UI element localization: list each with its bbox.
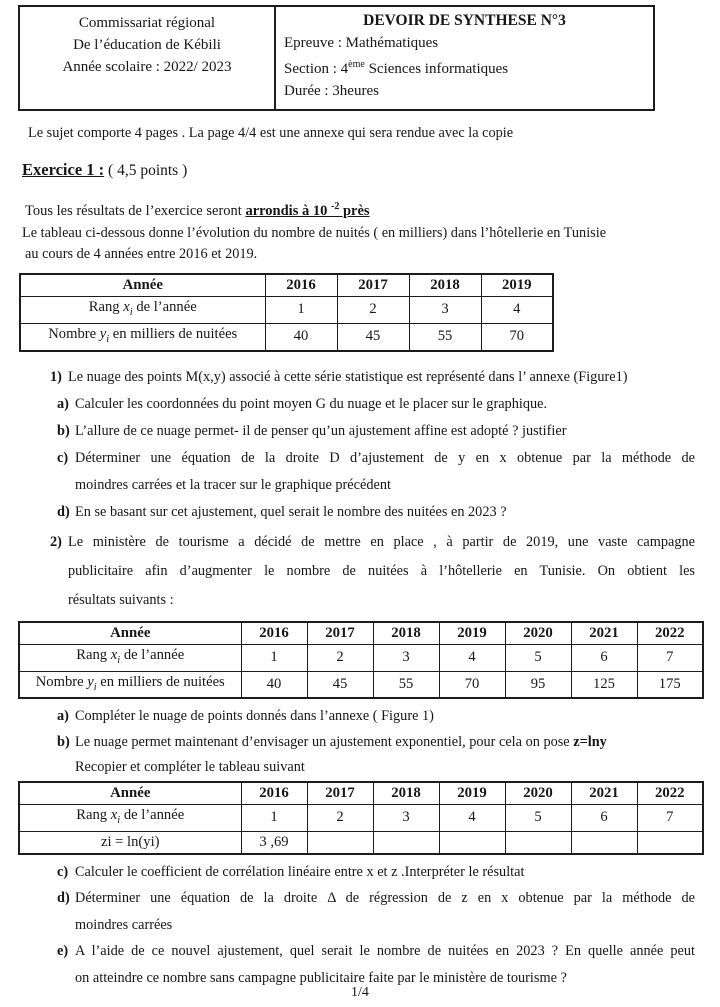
exam-subject: Epreuve : Mathématiques (284, 35, 439, 51)
question-1a: a) Calculer les coordonnées du point moyen G du nuage et le placer sur le graphique. (57, 395, 548, 412)
table3-rank-label: Rang $x_i$ de l’année (19, 804, 241, 831)
question-2: 2) Le ministère de tourisme a décidé de mettre en place , à partir de 2019, une vaste campagne publicitaire afin d’augmenter le nombre de nuitées à l’hôtellerie en Tunisie. On obtient les résultats suivants : (50, 528, 695, 615)
rounding-note: Tous les résultats de l’exercice seront arrondis à 10 $^{-2}$ près (25, 201, 370, 219)
table2-count-row: Nombre $y_i$ en milliers de nuitées 40 45 55 70 95 125 175 (19, 671, 703, 698)
page-number: 1/4 (351, 985, 369, 1000)
table2-count-label: Nombre $y_i$ en milliers de nuitées (19, 671, 241, 698)
z-equals-lny: z=lny (573, 733, 607, 750)
question-2b: b) Le nuage permet maintenant d’envisager un ajustement exponentiel, pour cela on pose z=lny (57, 733, 607, 750)
question-2-block (0, 528, 720, 615)
exam-duration: Durée : 3heures (284, 83, 379, 99)
table-nuitees-2016-2022 (18, 621, 704, 700)
question-2-final-items (0, 859, 720, 992)
question-1-label: 1) (50, 368, 62, 385)
table3-z-row (19, 831, 703, 854)
question-2-subitems (0, 704, 720, 781)
table3-z-empty-cell (505, 831, 571, 854)
context-line2: au cours de 4 années entre 2016 et 2019. (25, 245, 258, 262)
institution-line1: Commissariat régional (78, 15, 216, 31)
question-1b: b) L’allure de ce nuage permet- il de penser qu’un ajustement affine est adopté ? justifier (57, 422, 567, 439)
exam-header-box (18, 5, 655, 111)
context-paragraph (22, 223, 720, 265)
question-1d: d) En se basant sur cet ajustement, quel serait le nombre des nuitées en 2023 ? (57, 503, 507, 520)
table1-rank-row: Rang $x_i$ de l’année 1 2 3 4 (20, 296, 553, 323)
exam-title: DEVOIR DE SYNTHESE N°3 (363, 12, 566, 29)
table3-z-empty-cell (439, 831, 505, 854)
institution-line2: De l’éducation de Kébili (73, 37, 221, 53)
exam-info-block (276, 7, 653, 109)
question-2d: d) Déterminer une équation de la droite Δ de régression de z en x obtenue par la méthode de moindres carrées (57, 890, 695, 933)
exponent: -2 (330, 201, 340, 212)
table1-header-row: Année 2016 2017 2018 2019 (20, 274, 553, 297)
context-line1: Le tableau ci-dessous donne l’évolution du nombre de nuités ( en milliers) dans l’hôtellerie en Tunisie (22, 224, 607, 241)
table3-rank-row: Rang $x_i$ de l’année 1 2 3 4 5 6 7 (19, 804, 703, 831)
question-2c: c) Calculer le coefficient de corrélation linéaire entre x et z .Interpréter le résultat (57, 863, 525, 880)
table-z-values (18, 781, 704, 855)
table1-rank-label: Rang $x_i$ de l’année (20, 296, 265, 323)
question-2-label: 2) (50, 533, 62, 550)
institution-block (20, 7, 276, 109)
intro-note: Le sujet comporte 4 pages . La page 4/4 est une annexe qui sera rendue avec la copie (28, 125, 514, 141)
question-2b-line2: Recopier et compléter le tableau suivant (75, 759, 305, 776)
table3-z-empty-cell (373, 831, 439, 854)
school-year: Année scolaire : 2022/ 2023 (62, 59, 232, 75)
exercise-heading (22, 160, 720, 183)
question-1: 1) Le nuage des points M(x,y) associé à cette série statistique est représenté dans l’ annexe (Figure1) (50, 364, 695, 391)
table3-z-empty-cell (637, 831, 703, 854)
question-1-block (0, 364, 720, 526)
exercise-points: ( 4,5 points ) (104, 162, 188, 179)
table1-count-label: Nombre $y_i$ en milliers de nuitées (20, 323, 265, 350)
exercise-title: Exercice 1 : (22, 160, 105, 179)
table3-z-label: zi = ln(yi) (19, 831, 241, 854)
table-nuitees-2016-2019 (19, 273, 554, 352)
question-2a: a) Compléter le nuage de points donnés dans l’annexe ( Figure 1) (57, 708, 434, 725)
table1-count-row: Nombre $y_i$ en milliers de nuitées 40 45 55 70 (20, 323, 553, 350)
table2-rank-label: Rang $x_i$ de l’année (19, 644, 241, 671)
table3-z-empty-cell (571, 831, 637, 854)
rounding-rule: arrondis à 10 $^{-2}$ près (245, 201, 370, 219)
table3-z-value-filled: 3 ,69 (241, 831, 307, 854)
table2-rank-row: Rang $x_i$ de l’année 1 2 3 4 5 6 7 (19, 644, 703, 671)
table3-z-empty-cell (307, 831, 373, 854)
table3-header-row: Année 2016 2017 2018 2019 2020 2021 2022 (19, 782, 703, 805)
question-1c: c) Déterminer une équation de la droite D d’ajustement de y en x obtenue par la méthode de moindres carrées et la tracer sur le graphique précédent (57, 449, 695, 493)
table1-header-annee: Année (20, 274, 265, 297)
question-2e: e) A l’aide de ce nouvel ajustement, quel serait le nombre de nuitées en 2023 ? En quelle année peut on atteindre ce nombre sans campagne publicitaire faite par le ministère de tourisme ? (57, 943, 695, 986)
section-superscript: ème (348, 59, 365, 70)
exam-section: Section : 4ème Sciences informatiques (284, 59, 509, 77)
table2-header-row: Année 2016 2017 2018 2019 2020 2021 2022 (19, 622, 703, 645)
